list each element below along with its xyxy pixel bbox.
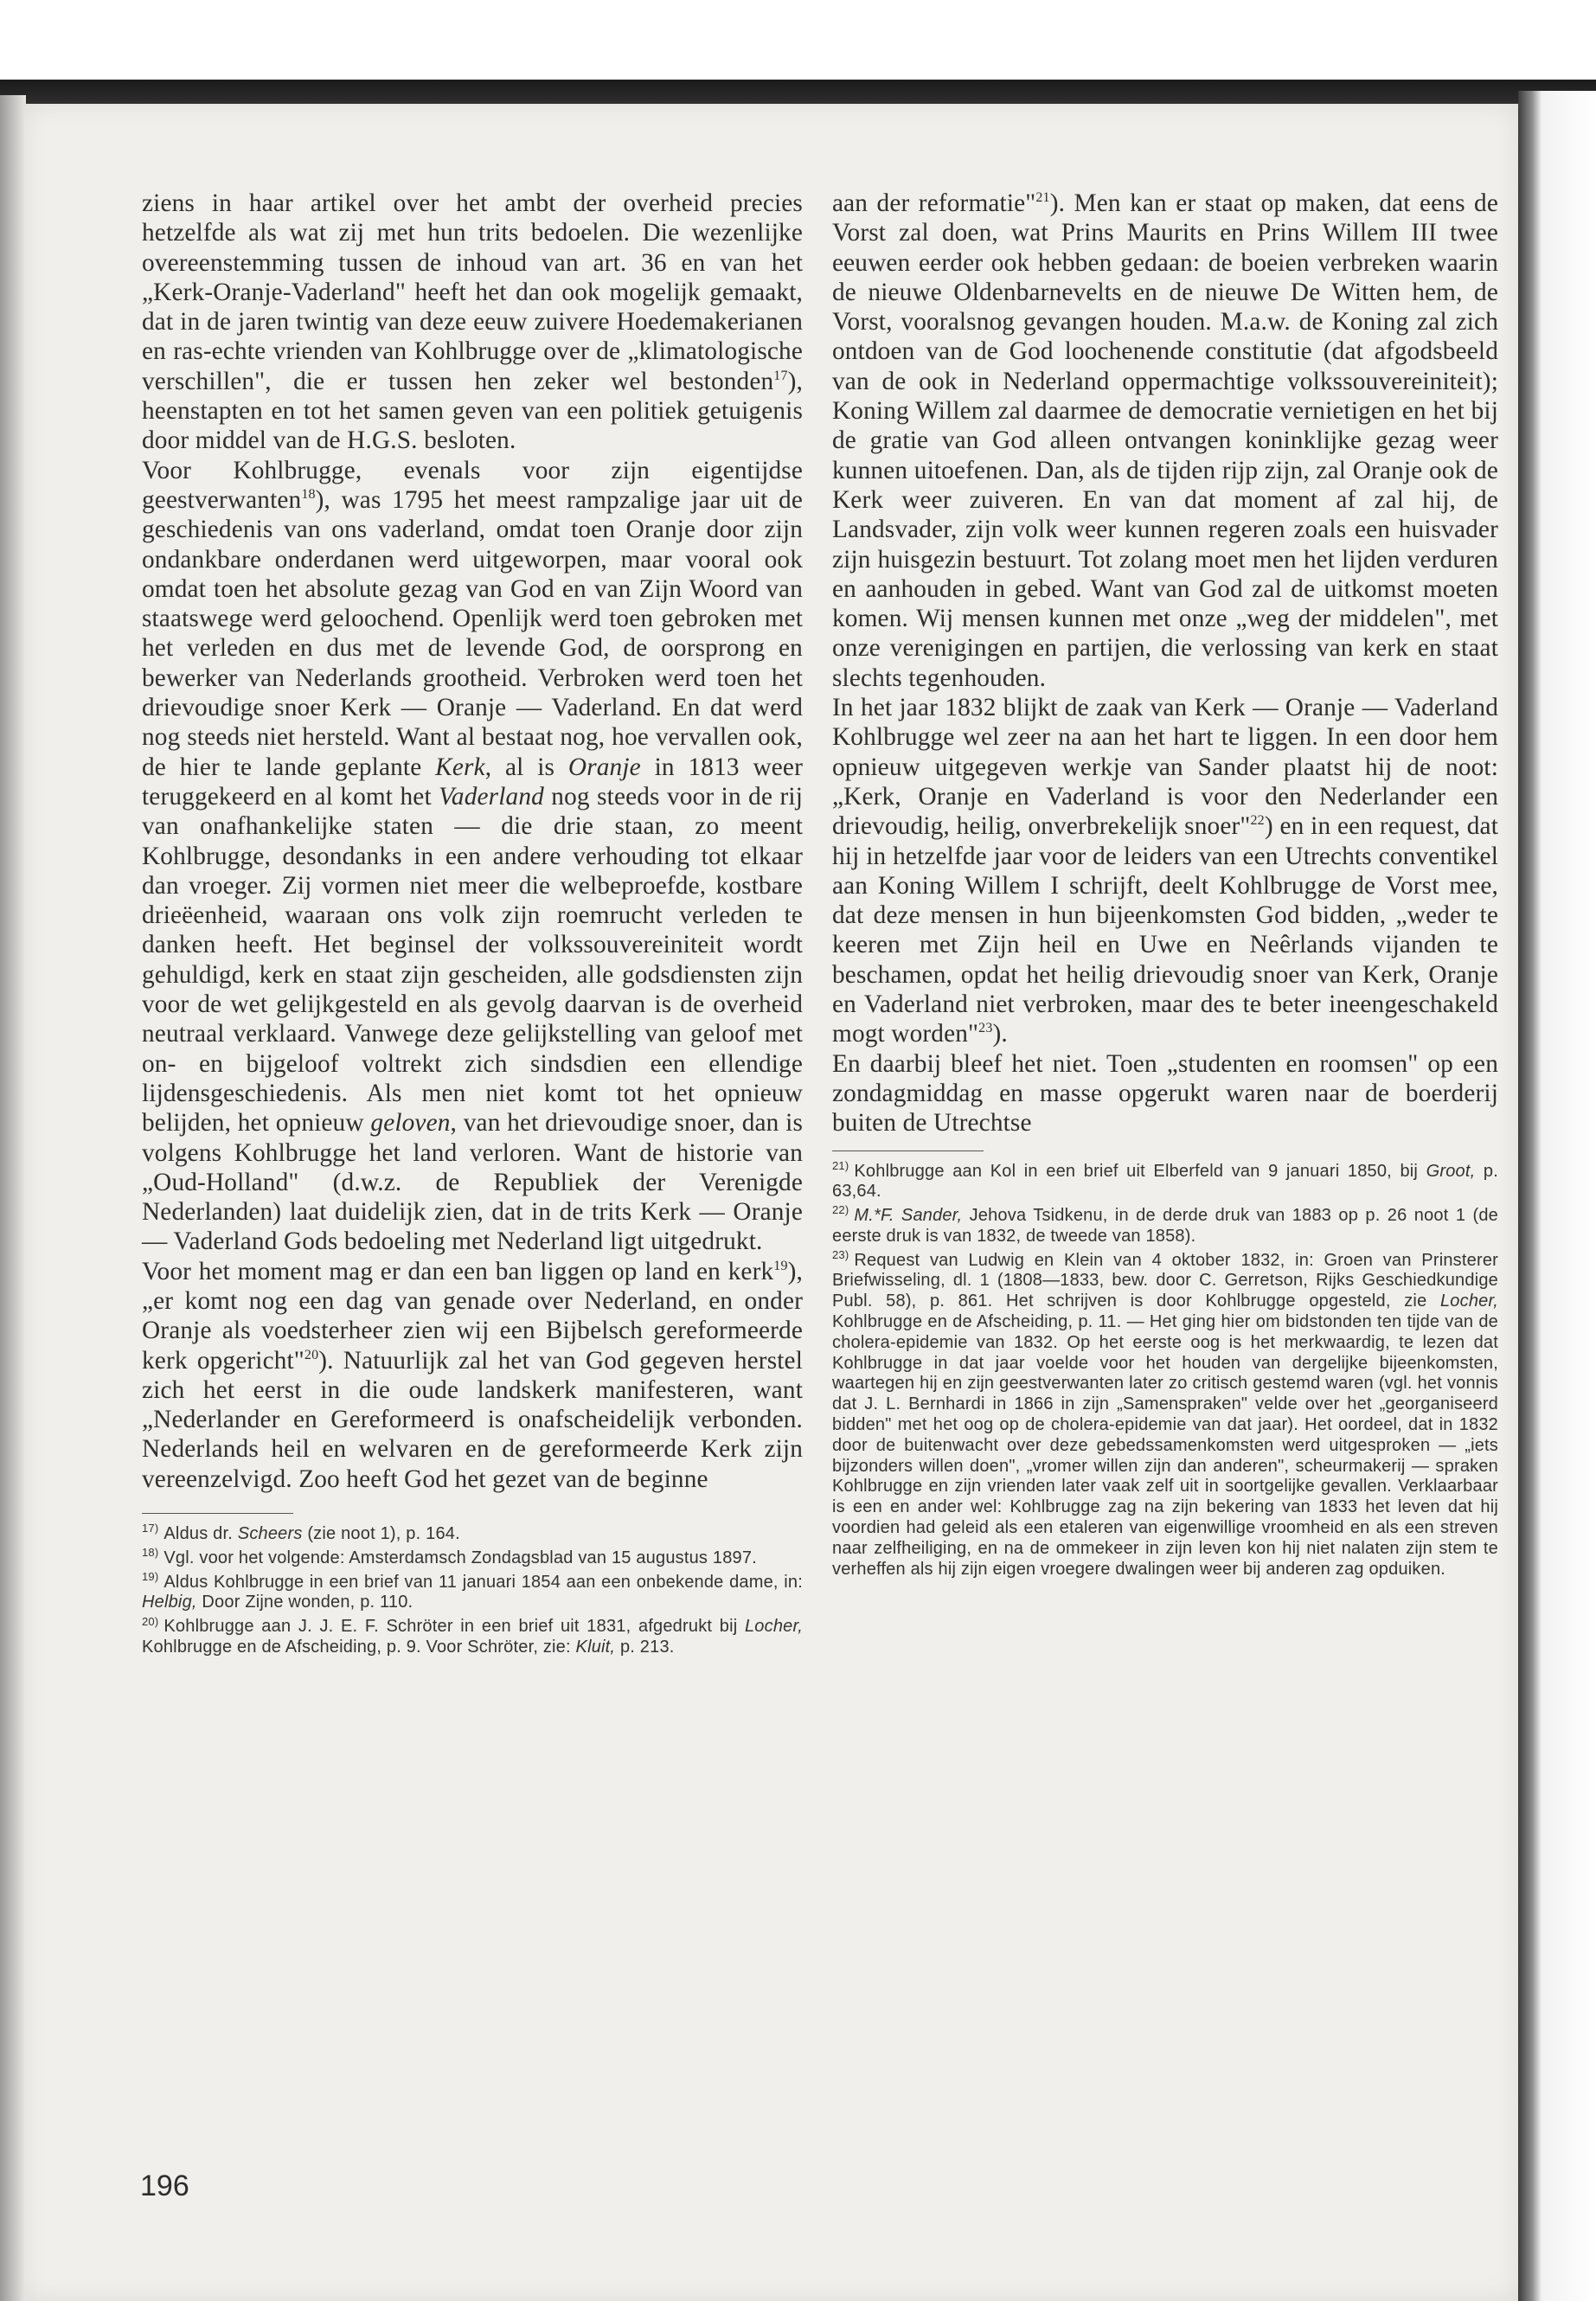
footnote-22: $^{22)}$ M.*F. Sander, Jehova Tsidkenu, in de derde druk van 1883 op p. 26 noot 1 (de eerste druk is van 1832, de tweede van 1858). — [832, 1203, 1498, 1246]
italic-vaderland: Vaderland — [439, 782, 544, 811]
right-paragraph-2: In het jaar 1832 blijkt de zaak van Kerk — Oranje — Vaderland Kohlbrugge wel zeer na aan het hart te liggen. In een door hem opnieuw uitgegeven werkje van Sander plaatst hij de noot: „Kerk, Oranje en Vaderland is voor den Nederlander een drievoudig, heilig, onverbrekelijk snoer"$^{22}$) en in een request, dat hij in hetzelfde jaar voor de leiders van een Utrechts conventikel aan Koning Willem I schrijft, deelt Kohlbrugge de Vorst mee, dat deze mensen in hun bijeenkomsten God bidden, „weder te keeren met Zijn heil en Uwe en Neêrlands vijanden te beschamen, opdat het heilig drievoudig snoer van Kerk, Oranje en Vaderland niet verbroken, maar des te beter ineengeschakeld mogt worden"$^{23}$). — [832, 694, 1498, 1048]
right-paragraph-1: aan der reformatie"$^{21}$). Men kan er staat op maken, dat eens de Vorst zal doen, wat Prins Maurits en Prins Willem III twee eeuwen eerder ook hebben gedaan: de boeien verbreken waarin de nieuwe Oldenbarnevelts en de nieuwe De Witten hem, de Vorst, vooralsnog gevangen houden. M.a.w. de Koning zal zich ontdoen van de God loochenende constitutie (dat afgodsbeeld van de ook in Nederland oppermachtige volkssouvereiniteit); Koning Willem zal daarmee de democratie vernietigen en het bij de gratie van God alleen ontvangen koninklijke gezag weer kunnen uitoefenen. Dan, als de tijden rijp zijn, zal Oranje ook de Kerk weer zuiveren. En van dat moment af zal hij, de Landsvader, zijn volk weer kunnen regeren zoals een huisvader zijn huisgezin bestuurt. Tot zolang moet men het lijden verduren en aanhouden in gebed. Want van God zal de uitkomst moeten komen. Wij mensen kunnen met onze „weg der middelen", met onze verenigingen en partijen, die verlossing van kerk en staat slechts tegenhouden. — [832, 189, 1499, 692]
footnote-20: $^{20)}$ Kohlbrugge aan J. J. E. F. Schröter in een brief uit 1831, afgedrukt bij Locher, Kohlbrugge en de Afscheiding, p. 9. Voor Schröter, zie: Kluit, p. 213. — [142, 1614, 803, 1657]
footnote-ref-22: 22 — [1250, 813, 1265, 829]
footnote-ref-18: 18 — [301, 487, 316, 503]
italic-kerk: Kerk — [435, 753, 485, 781]
page-number: 196 — [140, 2170, 189, 2202]
footnote-ref-21: 21 — [1035, 190, 1050, 206]
italic-geloven: geloven — [370, 1109, 451, 1138]
footnote-18: $^{18)}$ Vgl. voor het volgende: Amsterdamsch Zondagsblad van 15 augustus 1897. — [142, 1546, 757, 1567]
footnote-19: $^{19)}$ Aldus Kohlbrugge in een brief van 11 januari 1854 aan een onbekende dame, in: Helbig, Door Zijne wonden, p. 110. — [142, 1570, 803, 1612]
right-body-text — [832, 189, 1498, 1138]
left-column — [142, 189, 803, 1662]
scan-left-edge — [0, 95, 26, 2301]
scan-top-margin — [0, 0, 1596, 82]
footnote-23: $^{23)}$ Request van Ludwig en Klein van 4 oktober 1832, in: Groen van Prinsterer Briefwisseling, dl. 1 (1808—1833, bew. door C. Gerretson, Rijks Geschiedkundige Publ. 58), p. 861. Het schrijven is door Kohlbrugge opgesteld, zie Locher, Kohlbrugge en de Afscheiding, p. 11. — Het ging hier om bidstonden ten tijde van de cholera-epidemie van 1832. Op het eerste oog is het merkwaardig, te lezen dat Kohlbrugge in dat jaar voelde voor het houden van dergelijke bijeenkomsten, waartegen hij en zijn geestverwanten later zo critisch gestemd waren (vgl. het vonnis dat J. L. Bernhardi in 1866 in zijn „Samenspraken" velde over het „georganiseerd bidden" met het oog op de cholera-epidemie van dat jaar). Het oordeel, dat in 1832 door de buitenwacht over deze gebedssamenkomsten werd uitgesproken — „iets bijzonders willen doen", „vromer willen zijn dan anderen", scheurmakerij — spraken Kohlbrugge en zijn vrienden later vaak zelf uit in soortgelijke gevallen. Verklaarbaar is een en ander wel: Kohlbrugge zag na zijn bekering van 1833 het leven dat hij voordien had geleid als een etaleren van eigenwillige vroomheid en als een streven naar zelfheiliging, en na de ommekeer in zijn leven kon hij niet nalaten zijn stem te verheffen als hij zijn eigen vroegere dwalingen weer bij anderen zag opduiken. — [832, 1248, 1498, 1579]
right-footnotes — [832, 1158, 1498, 1580]
left-paragraph-1: ziens in haar artikel over het ambt der overheid precies hetzelfde als wat zij met hun trits bedoelen. Die wezenlijke overeenstemming tussen de inhoud van art. 36 en van het „Kerk-Oranje-Vaderland" heeft het dan ook mogelijk gemaakt, dat in de jaren twintig van deze eeuw zuivere Hoedemakerianen en ras-echte vrienden van Kohlbrugge over de „klimatologische verschillen", die er tussen hen zeker wel bestonden$^{17}$), heenstapten en tot het samen geven van een politiek getuigenis door middel van de H.G.S. besloten. — [142, 189, 803, 455]
footnote-ref-20: 20 — [304, 1347, 319, 1362]
footnote-ref-19: 19 — [773, 1258, 788, 1273]
footnote-ref-23: 23 — [978, 1021, 993, 1036]
left-body-text — [142, 189, 803, 1494]
right-paragraph-3: En daarbij bleef het niet. Toen „studenten en roomsen" op een zondagmiddag en masse opgerukt waren naar de boerderij buiten de Utrechtse — [832, 1049, 1498, 1138]
footnote-21: $^{21)}$ Kohlbrugge aan Kol in een brief uit Elberfeld van 9 januari 1850, bij Groot, p. 63,64. — [832, 1158, 1498, 1202]
footnote-17: $^{17)}$ Aldus dr. Scheers (zie noot 1), p. 164. — [142, 1522, 460, 1544]
scan-right-strip — [1518, 91, 1596, 2301]
footnote-separator — [142, 1513, 293, 1514]
italic-oranje: Oranje — [567, 753, 641, 781]
left-paragraph-2: Voor Kohlbrugge, evenals voor zijn eigentijdse geestverwanten$^{18}$), was 1795 het meest rampzalige jaar uit de geschiedenis van ons vaderland, omdat toen Oranje door zijn ondankbare onderdanen werd uitgeworpen, maar vooral ook omdat toen het absolute gezag van God en van Zijn Woord van staatswege werd geloochend. Openlijk werd toen gebroken met het verleden en dus met de levende God, de oorsprong en bewerker van Nederlands grootheid. Verbroken werd toen het drievoudige snoer Kerk — Oranje — Vaderland. En dat werd nog steeds niet hersteld. Want al bestaat nog, hoe vervallen ook, de hier te lande geplante Kerk, al is Oranje in 1813 weer teruggekeerd en al komt het Vaderland nog steeds voor in de rij van onafhankelijke staten — die drie staan, zo meent Kohlbrugge, desondanks in een andere verhouding tot elkaar dan vroeger. Zij vormen niet meer die welbeproefde, kostbare drieëenheid, waaraan ons volk zijn roemrucht verleden te danken heeft. Het beginsel der volkssouvereiniteit wordt gehuldigd, kerk en staat zijn gescheiden, alle godsdiensten zijn voor de wet gelijkgesteld en als gevolg daarvan is de overheid neutraal verklaard. Vanwege deze gelijkstelling van geloof met on- en bijgeloof voltrekt zich sindsdien een ellendige lijdensgeschiedenis. Als men niet komt tot het opnieuw belijden, het opnieuw geloven, van het drievoudige snoer, dan is volgens Kohlbrugge het land verloren. Want de historie van „Oud-Holland" (d.w.z. de Republiek der Verenigde Nederlanden) laat duidelijk zien, dat in de trits Kerk — Oranje — Vaderland Gods bedoeling met Nederland ligt uitgedrukt. — [142, 456, 803, 1256]
footnote-separator — [832, 1150, 984, 1151]
left-paragraph-3: Voor het moment mag er dan een ban liggen op land en kerk$^{19}$), „er komt nog een dag van genade over Nederland, en onder Oranje als voedsterheer zien wij een Bijbelsch gereformeerde kerk opgericht"$^{20}$). Natuurlijk zal het van God gegeven herstel zich het eerst in die oude landskerk manifesteren, want „Nederlander en Gereformeerd is onafscheidelijk verbonden. Nederlands heil en welvaren en de gereformeerde Kerk zijn vereenzelvigd. Zoo heeft God het gezet van de beginne — [142, 1257, 803, 1493]
left-footnotes — [142, 1524, 803, 1658]
footnote-ref-17: 17 — [773, 369, 788, 384]
right-column — [832, 189, 1498, 1583]
